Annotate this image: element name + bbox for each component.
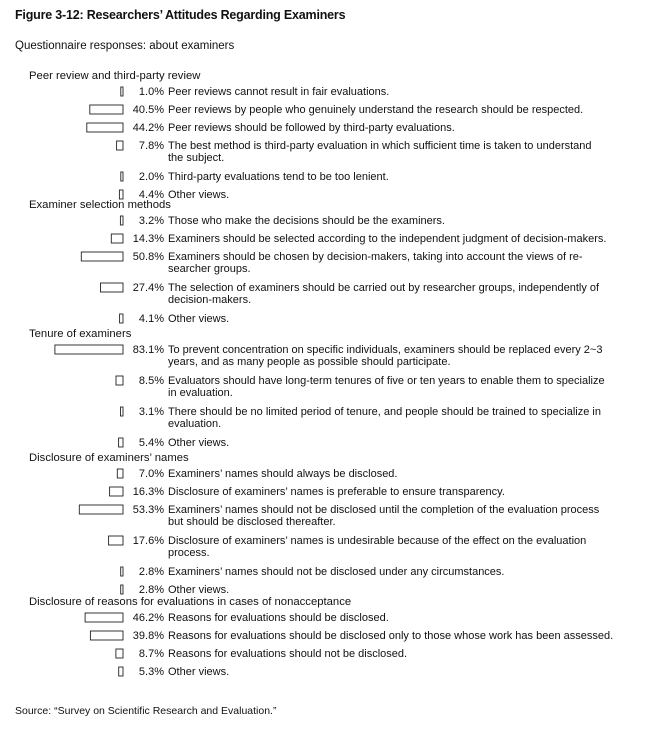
data-label: 40.5% bbox=[132, 104, 164, 116]
response-text: Other views. bbox=[168, 313, 230, 325]
response-text: Examiners’ names should always be disclosed. bbox=[168, 468, 398, 480]
response-text: Reasons for evaluations should be disclosed. bbox=[168, 612, 389, 624]
data-label: 16.3% bbox=[132, 486, 164, 498]
data-label: 2.0% bbox=[138, 171, 164, 183]
response-text: To prevent concentration on specific individuals, examiners should be replaced every 2~3 bbox=[168, 344, 603, 356]
bar bbox=[111, 234, 123, 243]
section-title: Examiner selection methods bbox=[29, 199, 171, 211]
response-text: decision-makers. bbox=[168, 294, 252, 306]
bar bbox=[117, 469, 123, 478]
response-text: Reasons for evaluations should be disclosed only to those whose work has been assessed. bbox=[168, 630, 614, 642]
response-text: Examiners should be chosen by decision-makers, taking into account the views of re- bbox=[168, 251, 583, 263]
data-label: 44.2% bbox=[132, 122, 164, 134]
bar bbox=[90, 631, 123, 640]
data-label: 7.8% bbox=[138, 140, 164, 152]
bar bbox=[117, 141, 123, 150]
bar bbox=[119, 438, 123, 447]
response-text: Those who make the decisions should be the examiners. bbox=[168, 215, 445, 227]
response-text: Other views. bbox=[168, 584, 230, 596]
data-label: 8.5% bbox=[138, 375, 164, 387]
data-label: 17.6% bbox=[132, 535, 164, 547]
figure-subtitle: Questionnaire responses: about examiners bbox=[15, 40, 235, 52]
bar bbox=[121, 407, 124, 416]
data-label: 4.1% bbox=[138, 313, 164, 325]
bar bbox=[81, 252, 123, 261]
bar bbox=[121, 567, 123, 576]
response-text: The selection of examiners should be carried out by researcher groups, independently of bbox=[168, 282, 600, 294]
response-text: but should be disclosed thereafter. bbox=[168, 516, 336, 528]
data-label: 8.7% bbox=[138, 648, 164, 660]
bar bbox=[121, 585, 123, 594]
data-label: 46.2% bbox=[132, 612, 164, 624]
response-text: Evaluators should have long-term tenures of five or ten years to enable them to specialize bbox=[168, 375, 605, 387]
data-label: 14.3% bbox=[132, 233, 164, 245]
response-text: Third-party evaluations tend to be too lenient. bbox=[168, 171, 389, 183]
bar bbox=[116, 376, 123, 385]
response-text: Other views. bbox=[168, 437, 230, 449]
bar bbox=[110, 487, 123, 496]
data-label: 1.0% bbox=[138, 86, 164, 98]
section-title: Disclosure of examiners’ names bbox=[29, 452, 189, 464]
response-text: Other views. bbox=[168, 189, 230, 201]
data-label: 3.2% bbox=[138, 215, 164, 227]
bar bbox=[101, 283, 124, 292]
data-label: 7.0% bbox=[138, 468, 164, 480]
response-text: Peer reviews should be followed by third-party evaluations. bbox=[168, 122, 455, 134]
bar bbox=[55, 345, 123, 354]
response-text: Examiners should be selected according to the independent judgment of decision-makers. bbox=[168, 233, 607, 245]
bar bbox=[119, 190, 123, 199]
data-label: 39.8% bbox=[132, 630, 164, 642]
bar bbox=[120, 216, 123, 225]
bar bbox=[119, 667, 123, 676]
response-text: Peer reviews by people who genuinely understand the research should be respected. bbox=[168, 104, 584, 116]
response-text: searcher groups. bbox=[168, 263, 251, 275]
data-label: 50.8% bbox=[132, 251, 164, 263]
response-text: evaluation. bbox=[168, 418, 222, 430]
bar bbox=[116, 649, 123, 658]
data-label: 2.8% bbox=[138, 566, 164, 578]
section-title: Peer review and third-party review bbox=[29, 70, 201, 82]
response-text: Peer reviews cannot result in fair evaluations. bbox=[168, 86, 390, 98]
response-text: There should be no limited period of tenure, and people should be trained to specialize in bbox=[168, 406, 601, 418]
response-text: years, and as many people as possible should participate. bbox=[168, 356, 451, 368]
response-text: The best method is third-party evaluation in which sufficient time is taken to understand bbox=[168, 140, 592, 152]
response-text: Examiners’ names should not be disclosed under any circumstances. bbox=[168, 566, 505, 578]
data-label: 27.4% bbox=[132, 282, 164, 294]
response-text: Disclosure of examiners’ names is preferable to ensure transparency. bbox=[168, 486, 505, 498]
bar bbox=[109, 536, 123, 545]
data-label: 53.3% bbox=[132, 504, 164, 516]
bar bbox=[121, 172, 123, 181]
response-text: in evaluation. bbox=[168, 387, 233, 399]
data-label: 5.3% bbox=[138, 666, 164, 678]
bar bbox=[90, 105, 123, 114]
response-text: Disclosure of examiners’ names is undesirable because of the effect on the evaluation bbox=[168, 535, 587, 547]
data-label: 2.8% bbox=[138, 584, 164, 596]
bar bbox=[79, 505, 123, 514]
bar bbox=[121, 87, 123, 96]
data-label: 4.4% bbox=[138, 189, 164, 201]
data-label: 83.1% bbox=[132, 344, 164, 356]
response-text: process. bbox=[168, 547, 210, 559]
response-text: Other views. bbox=[168, 666, 230, 678]
bar bbox=[85, 613, 123, 622]
section-title: Disclosure of reasons for evaluations in cases of nonacceptance bbox=[29, 596, 352, 608]
bar bbox=[120, 314, 123, 323]
figure-title: Figure 3-12: Researchers’ Attitudes Regarding Examiners bbox=[15, 8, 346, 22]
section-title: Tenure of examiners bbox=[29, 328, 132, 340]
response-text: Reasons for evaluations should not be disclosed. bbox=[168, 648, 408, 660]
bar bbox=[87, 123, 123, 132]
data-label: 3.1% bbox=[138, 406, 164, 418]
source-note: Source: “Survey on Scientific Research and Evaluation.” bbox=[15, 705, 277, 717]
data-label: 5.4% bbox=[138, 437, 164, 449]
response-text: Examiners’ names should not be disclosed until the completion of the evaluation process bbox=[168, 504, 600, 516]
response-text: the subject. bbox=[168, 152, 225, 164]
